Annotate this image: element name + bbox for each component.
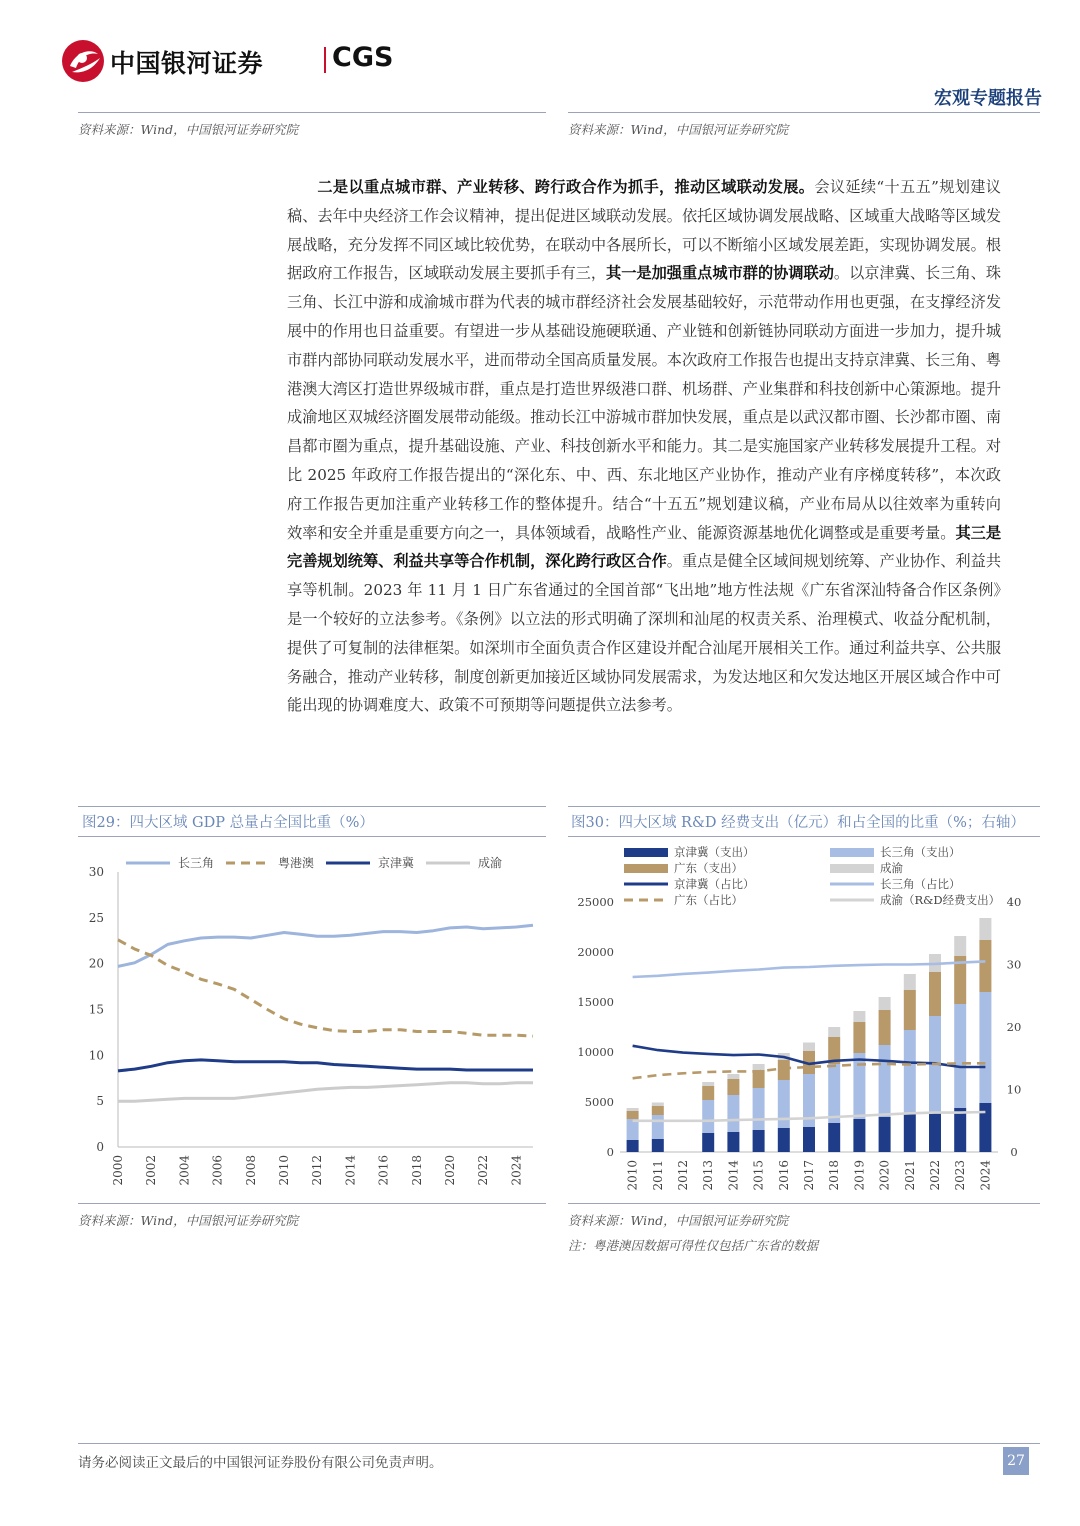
fig30-y-tick-label: 0 [606,1145,614,1159]
fig30-bar-segment [778,1080,790,1128]
fig30-legend-label: 长三角（占比） [880,877,961,891]
fig29-series-line [118,1060,533,1071]
fig30-x-tick-label: 2023 [953,1160,968,1191]
fig30-bar-segment [652,1106,664,1115]
fig29-y-tick-label: 25 [88,910,104,925]
fig30-bar-segment [803,1127,815,1152]
fig29-x-tick-label: 2016 [376,1155,391,1186]
fig30-bar-segment [828,1027,840,1037]
fig30-bar-segment [904,974,916,990]
fig30-bar-segment [879,997,891,1010]
fig30-bar-segment [727,1079,739,1095]
fig30-legend-label: 广东（支出） [674,861,743,875]
fig29-y-tick-label: 5 [96,1094,104,1109]
fig29-legend-label: 粤港澳 [278,856,315,870]
fig30-x-tick-label: 2022 [928,1160,942,1191]
fig30-bar-segment [904,1113,916,1152]
fig30-bar-segment [979,940,991,992]
fig30-legend-swatch [830,848,874,857]
top-source-right: 资料来源：Wind，中国银河证券研究院 [568,122,789,137]
fig30-bar-segment [627,1111,639,1119]
fig29-x-tick-label: 2002 [144,1155,159,1186]
fig30-bar-segment [954,1108,966,1152]
fig30-bar-segment [853,1053,865,1119]
fig30-bar-segment [828,1123,840,1152]
fig30-x-tick-label: 2015 [751,1160,766,1191]
fig30-bar-segment [652,1139,664,1152]
page-number: 27 [1003,1447,1029,1475]
fig30-x-tick-label: 2018 [827,1160,842,1191]
fig30-chart [568,840,1040,1202]
fig30-bar-segment [954,936,966,956]
fig30-bar-segment [627,1119,639,1140]
brand-divider [324,47,326,73]
fig30-bar-segment [979,992,991,1103]
fig29-top-rule [78,806,546,807]
fig30-x-tick-label: 2020 [877,1160,892,1191]
fig30-x-tick-label: 2016 [776,1160,791,1191]
fig30-bar-segment [753,1130,765,1152]
fig30-y2-tick-label: 10 [1006,1082,1022,1097]
fig30-bar-segment [879,1117,891,1152]
fig30-bar-segment [853,1022,865,1053]
fig30-bar-segment [954,1004,966,1108]
header-rule-right [568,112,1040,113]
fig29-series-line [118,1083,533,1101]
fig30-bar-segment [727,1095,739,1132]
fig30-legend-swatch [624,848,668,857]
fig30-y-tick-label: 15000 [577,995,614,1009]
fig30-note: 注：粤港澳因数据可得性仅包括广东省的数据 [568,1238,819,1253]
fig30-y2-tick-label: 30 [1006,957,1022,972]
fig30-x-tick-label: 2010 [625,1160,640,1191]
fig30-y2-tick-label: 20 [1006,1020,1022,1034]
fig30-bar-segment [652,1103,664,1107]
fig30-y-tick-label: 25000 [577,895,614,909]
fig29-x-tick-label: 2012 [310,1155,325,1186]
fig29-title-rule [78,836,546,837]
fig29-y-tick-label: 20 [88,956,104,971]
company-logo [60,38,394,86]
fig30-bottom-rule [568,1203,1040,1204]
fig30-bar-segment [879,1010,891,1045]
fig30-bar-segment [879,1045,891,1117]
fig30-bar-segment [702,1133,714,1152]
fig30-bar-segment [904,990,916,1030]
fig30-bar-segment [828,1064,840,1123]
fig29-y-tick-label: 30 [88,865,104,879]
fig29-title: 图29：四大区域 GDP 总量占全国比重（%） [82,815,374,831]
fig30-bar-segment [778,1060,790,1080]
fig29-series-line [118,925,533,966]
fig30-bar-segment [727,1074,739,1079]
fig30-bar-segment [753,1088,765,1130]
body-paragraph [287,173,1001,720]
body-bold-1: 二是以重点城市群、产业转移、跨行政合作为抓手，推动区域联动发展。 [317,178,815,196]
body-text-1: 会议延续“十五五”规划建议稿、去年中央经济工作会议精神，提出促进区域联动发展。依托区域协调发展战略、区域重大战略等区域发展战略，充分发挥不同区域比较优势，在联动中各展所长，可以不断缩小区域发展差距，实现协调发展。根据政府工作报告，区域联动发展主要抓手有三， [287,178,1001,283]
fig29-y-tick-label: 0 [96,1140,104,1154]
fig30-legend-swatch [830,864,874,873]
fig30-title: 图30：四大区域 R&D 经费支出（亿元）和占全国的比重（%；右轴） [571,815,1025,831]
top-source-left: 资料来源：Wind，中国银河证券研究院 [78,122,299,137]
fig30-y-tick-label: 20000 [577,945,614,959]
fig30-legend-label: 广东（占比） [674,893,743,907]
fig30-bar-segment [929,1112,941,1152]
fig30-x-tick-label: 2013 [701,1160,716,1191]
logo-emblem-icon [60,38,106,84]
fig30-bar-segment [652,1115,664,1139]
fig29-chart [78,842,546,1202]
fig30-source: 资料来源：Wind，中国银河证券研究院 [568,1213,789,1228]
fig29-source: 资料来源：Wind，中国银河证券研究院 [78,1213,299,1228]
fig30-bar-segment [702,1082,714,1086]
fig30-bar-segment [929,972,941,1016]
body-text-3: 。重点是健全区域间规划统筹、产业协作、利益共享等机制。2023 年 11 月 1 日广东省通过的全国首部“飞出地”地方性法规《广东省深汕特备合作区条例》是一个较好的立法参考。《条例》以立法的形式明确了深圳和汕尾的权责关系、治理模式、收益分配机制，提供了可复制的法律框架。如深圳市全面负责合作区建设并配合汕尾开展相关工作。通过利益共享、公共服务融合，推动产业转移，制度创新更加接近区域协同发展需求，为发达地区和欠发达地区开展区域合作中可能出现的协调难度大、政策不可预期等问题提供立法参考。 [287,552,1002,715]
fig30-x-tick-label: 2017 [802,1160,816,1191]
footer-disclaimer: 请务必阅读正文最后的中国银河证券股份有限公司免责声明。 [78,1455,443,1471]
fig30-bar-segment [853,1011,865,1022]
fig30-bar-segment [627,1140,639,1152]
fig29-legend-label: 成渝 [478,856,503,870]
fig29-legend-label: 长三角 [178,856,215,870]
fig29-x-tick-label: 2020 [443,1155,457,1186]
fig30-bar-segment [853,1119,865,1152]
fig30-bar-segment [753,1064,765,1070]
fig30-legend-label: 成渝 [880,861,903,875]
brand-name-en: CGS [332,42,394,73]
fig30-x-tick-label: 2014 [726,1160,741,1191]
fig29-x-tick-label: 2006 [210,1155,225,1186]
fig30-bar-segment [727,1132,739,1152]
fig29-legend-label: 京津冀 [378,856,415,870]
fig30-x-tick-label: 2021 [902,1160,917,1191]
fig30-x-tick-label: 2019 [852,1160,867,1191]
fig29-x-tick-label: 2008 [243,1155,258,1186]
fig30-bar-segment [627,1108,639,1111]
body-text-2: 。以京津冀、长三角、珠三角、长江中游和成渝城市群为代表的城市群经济社会发展基础较好，示范带动作用也更强，在支撑经济发展中的作用也日益重要。有望进一步从基础设施硬联通、产业链和创新链协同联动方面进一步加力，提升城市群内部协同联动发展水平，进而带动全国高质量发展。本次政府工作报告也提出支持京津冀、长三角、粤港澳大湾区打造世界级城市群，重点是打造世界级港口群、机场群、产业集群和科技创新中心策源地。提升成渝地区双城经济圈发展带动能级。推动长江中游城市群加快发展，重点是以武汉都市圈、长沙都市圈、南昌都市圈为重点，提升基础设施、产业、科技创新水平和能力。其二是实施国家产业转移发展提升工程。对比 2025 年政府工作报告提出的“深化东、中、西、东北地区产业协作，推动产业有序梯度转移”，本次政府工作报告更加注重产业转移工作的整体提升。结合“十五五”规划建议稿，产业布局从以往效率为重转向效率和安全并重是重要方向之一，具体领域看，战略性产业、能源资源基地优化调整或是重要考量。 [287,264,1002,542]
fig29-x-tick-label: 2018 [409,1155,424,1186]
fig30-bar-segment [778,1128,790,1152]
fig29-series-line [118,940,533,1036]
fig30-y2-tick-label: 40 [1006,895,1022,909]
fig30-y2-tick-label: 0 [1010,1145,1018,1159]
fig30-title-rule [568,836,1040,837]
fig29-x-tick-label: 2024 [509,1155,524,1186]
fig30-bar-segment [702,1086,714,1100]
fig29-x-tick-label: 2014 [343,1155,358,1186]
fig30-legend-swatch [624,864,668,873]
fig30-legend-label: 京津冀（支出） [674,845,755,859]
brand-name-cn: 中国银河证券 [110,49,264,78]
fig30-x-tick-label: 2012 [676,1160,690,1191]
fig30-legend-label: 京津冀（占比） [674,877,755,891]
fig30-bar-segment [904,1030,916,1113]
fig30-legend-label: 成渝（R&D经费支出） [880,893,1001,907]
fig30-bar-segment [979,918,991,940]
fig30-legend-label: 长三角（支出） [880,845,961,859]
body-bold-3: 其三是完善规划统筹、利益共享等合作机制，深化跨行政区合作 [287,523,1002,571]
header-rule-left [78,112,546,113]
fig29-x-tick-label: 2022 [476,1155,491,1186]
fig29-x-tick-label: 2000 [111,1155,125,1186]
fig29-y-tick-label: 10 [88,1048,104,1063]
fig30-bar-segment [979,1103,991,1152]
fig29-bottom-rule [78,1203,546,1204]
fig29-x-tick-label: 2004 [177,1155,192,1186]
fig30-x-tick-label: 2011 [650,1160,665,1191]
report-type: 宏观专题报告 [934,88,1042,109]
fig29-y-tick-label: 15 [88,1002,104,1017]
fig30-x-tick-label: 2024 [978,1160,993,1191]
fig30-bar-segment [803,1043,815,1052]
footer-rule [78,1443,1040,1444]
fig29-x-tick-label: 2010 [277,1155,291,1186]
fig30-y-tick-label: 5000 [584,1095,614,1109]
body-bold-2: 其一是加强重点城市群的协调联动 [606,264,834,283]
fig30-y-tick-label: 10000 [577,1045,614,1059]
fig30-bar-segment [702,1100,714,1133]
fig30-top-rule [568,806,1040,807]
